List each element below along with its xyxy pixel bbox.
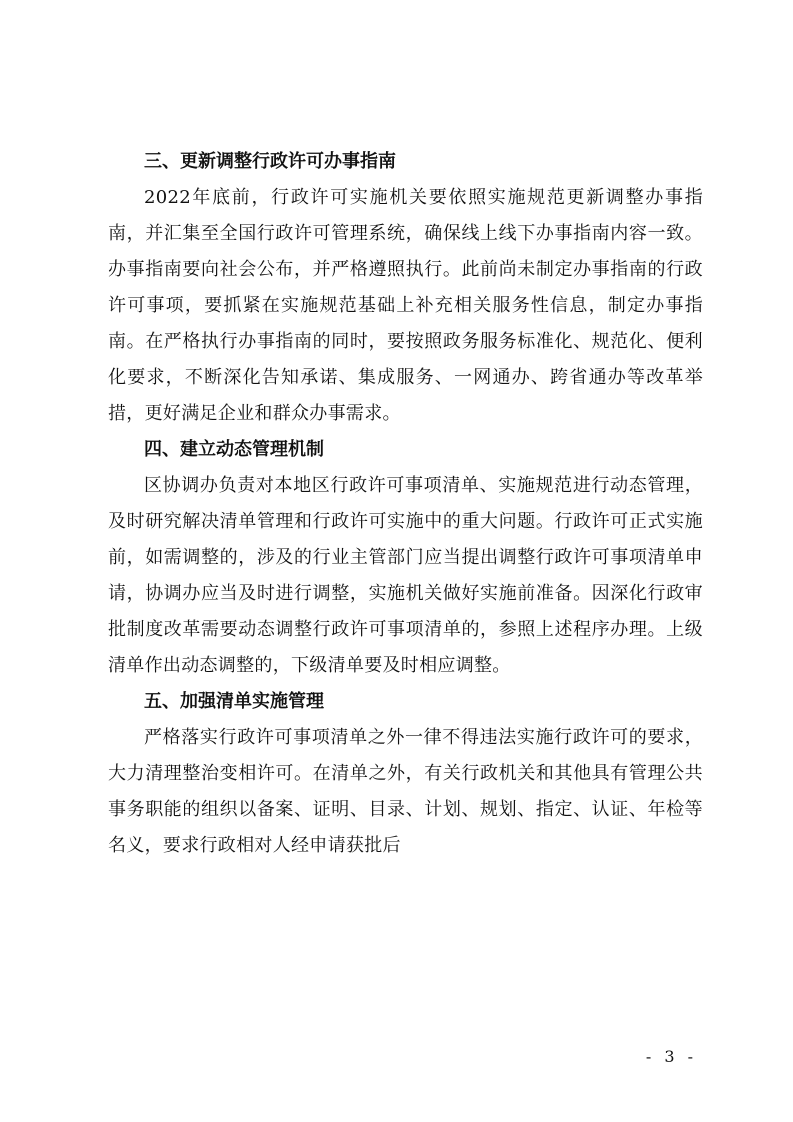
page-number: - 3 -	[645, 1047, 697, 1066]
section-heading-3: 三、更新调整行政许可办事指南	[144, 151, 396, 172]
section-paragraph-4: 区协调办负责对本地区行政许可事项清单、实施规范进行动态管理，及时研究解决清单管理和行政许可实施中的重大问题。行政许可正式实施前，如需调整的，涉及的行业主管部门应当提出调整行政许可事项清单申请，协调办应当及时进行调整，实施机关做好实施前准备。因深化行政审批制度改革需要动态调整行政许可事项清单的，参照上述程序办理。上级清单作出动态调整的，下级清单要及时相应调整。	[108, 475, 703, 676]
section-heading-5: 五、加强清单实施管理	[144, 691, 324, 712]
document-body	[108, 144, 703, 864]
section-paragraph-3: 2022年底前，行政许可实施机关要依照实施规范更新调整办事指南，并汇集至全国行政许可管理系统，确保线上线下办事指南内容一致。办事指南要向社会公布，并严格遵照执行。此前尚未制定办事指南的行政许可事项，要抓紧在实施规范基础上补充相关服务性信息，制定办事指南。在严格执行办事指南的同时，要按照政务服务标准化、规范化、便利化要求，不断深化告知承诺、集成服务、一网通办、跨省通办等改革举措，更好满足企业和群众办事需求。	[108, 187, 703, 424]
section-paragraph-5: 严格落实行政许可事项清单之外一律不得违法实施行政许可的要求，大力清理整治变相许可。在清单之外，有关行政机关和其他具有管理公共事务职能的组织以备案、证明、目录、计划、规划、指定、认证、年检等名义，要求行政相对人经申请获批后	[108, 727, 703, 856]
section-heading-4: 四、建立动态管理机制	[144, 439, 324, 460]
